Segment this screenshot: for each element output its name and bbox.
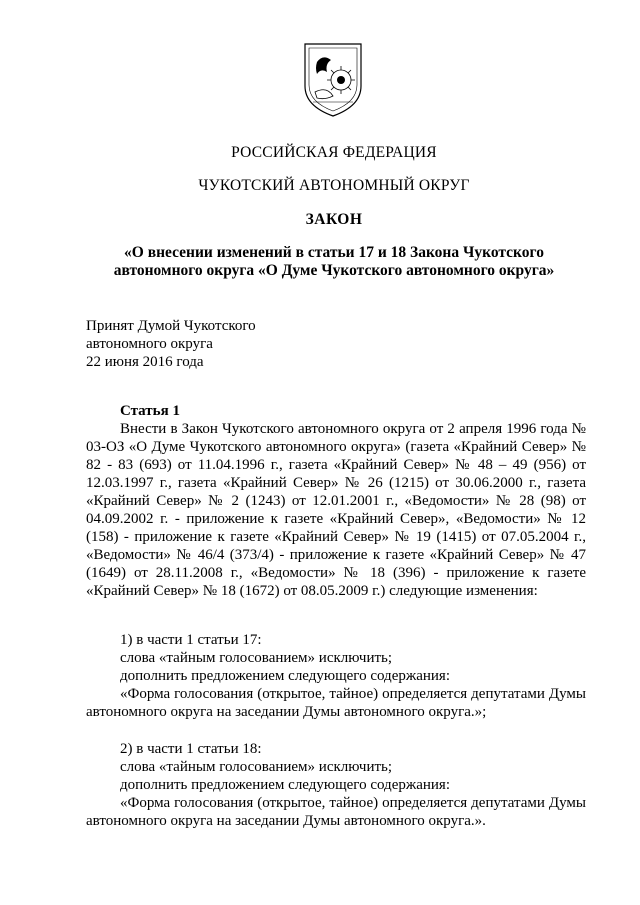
item-1-quote: «Форма голосования (открытое, тайное) определяется депутатами Думы автономного округа на заседании Думы автономного округа.»;	[86, 686, 586, 720]
adoption-date: 22 июня 2016 года	[86, 354, 204, 370]
item-2-line-2: дополнить предложением следующего содержания:	[120, 777, 450, 793]
region-heading: ЧУКОТСКИЙ АВТОНОМНЫЙ ОКРУГ	[198, 177, 470, 194]
adoption-line-2: автономного округа	[86, 336, 213, 352]
adoption-info	[86, 317, 386, 371]
federation-heading: РОССИЙСКАЯ ФЕДЕРАЦИЯ	[231, 144, 437, 161]
adoption-line-1: Принят Думой Чукотского	[86, 318, 256, 334]
item-2-quote: «Форма голосования (открытое, тайное) определяется депутатами Думы автономного округа на заседании Думы автономного округа.».	[86, 795, 586, 829]
article-intro: Внести в Закон Чукотского автономного округа от 2 апреля 1996 года № 03-ОЗ «О Думе Чукотского автономного округа» (газета «Крайний Север» № 82 - 83 (693) от 11.04.1996 г., газета «Крайний Север» № 48 – 49 (956) от 12.03.1997 г., газета «Крайний Север» № 26 (1215) от 30.06.2000 г., газета «Крайний Север» № 2 (1243) от 12.01.2001 г., «Ведомости» № 28 (98) от 04.09.2002 г. - приложение к газете «Крайний Север», «Ведомости» № 12 (158) - приложение к газете «Крайний Север» № 19 (1415) от 07.05.2004 г., «Ведомости» № 46/4 (373/4) - приложение к газете «Крайний Север» № 47 (1649) от 28.11.2008 г., «Ведомости» № 18 (396) - приложение к газете «Крайний Север» № 18 (1672) от 08.05.2009 г.) следующие изменения:	[86, 421, 586, 599]
item-1-line-2: дополнить предложением следующего содержания:	[120, 668, 450, 684]
item-1-heading: 1) в части 1 статьи 17:	[120, 632, 262, 648]
document-type: ЗАКОН	[305, 211, 363, 228]
item-2-heading: 2) в части 1 статьи 18:	[120, 741, 262, 757]
item-1-line-1: слова «тайным голосованием» исключить;	[120, 650, 393, 666]
law-title: «О внесении изменений в статьи 17 и 18 Закона Чукотского автономного округа «О Думе Чукотского автономного округа»	[113, 244, 555, 279]
article-heading: Статья 1	[120, 403, 180, 419]
item-2-line-1: слова «тайным голосованием» исключить;	[120, 759, 393, 775]
coat-of-arms-emblem	[291, 40, 375, 120]
